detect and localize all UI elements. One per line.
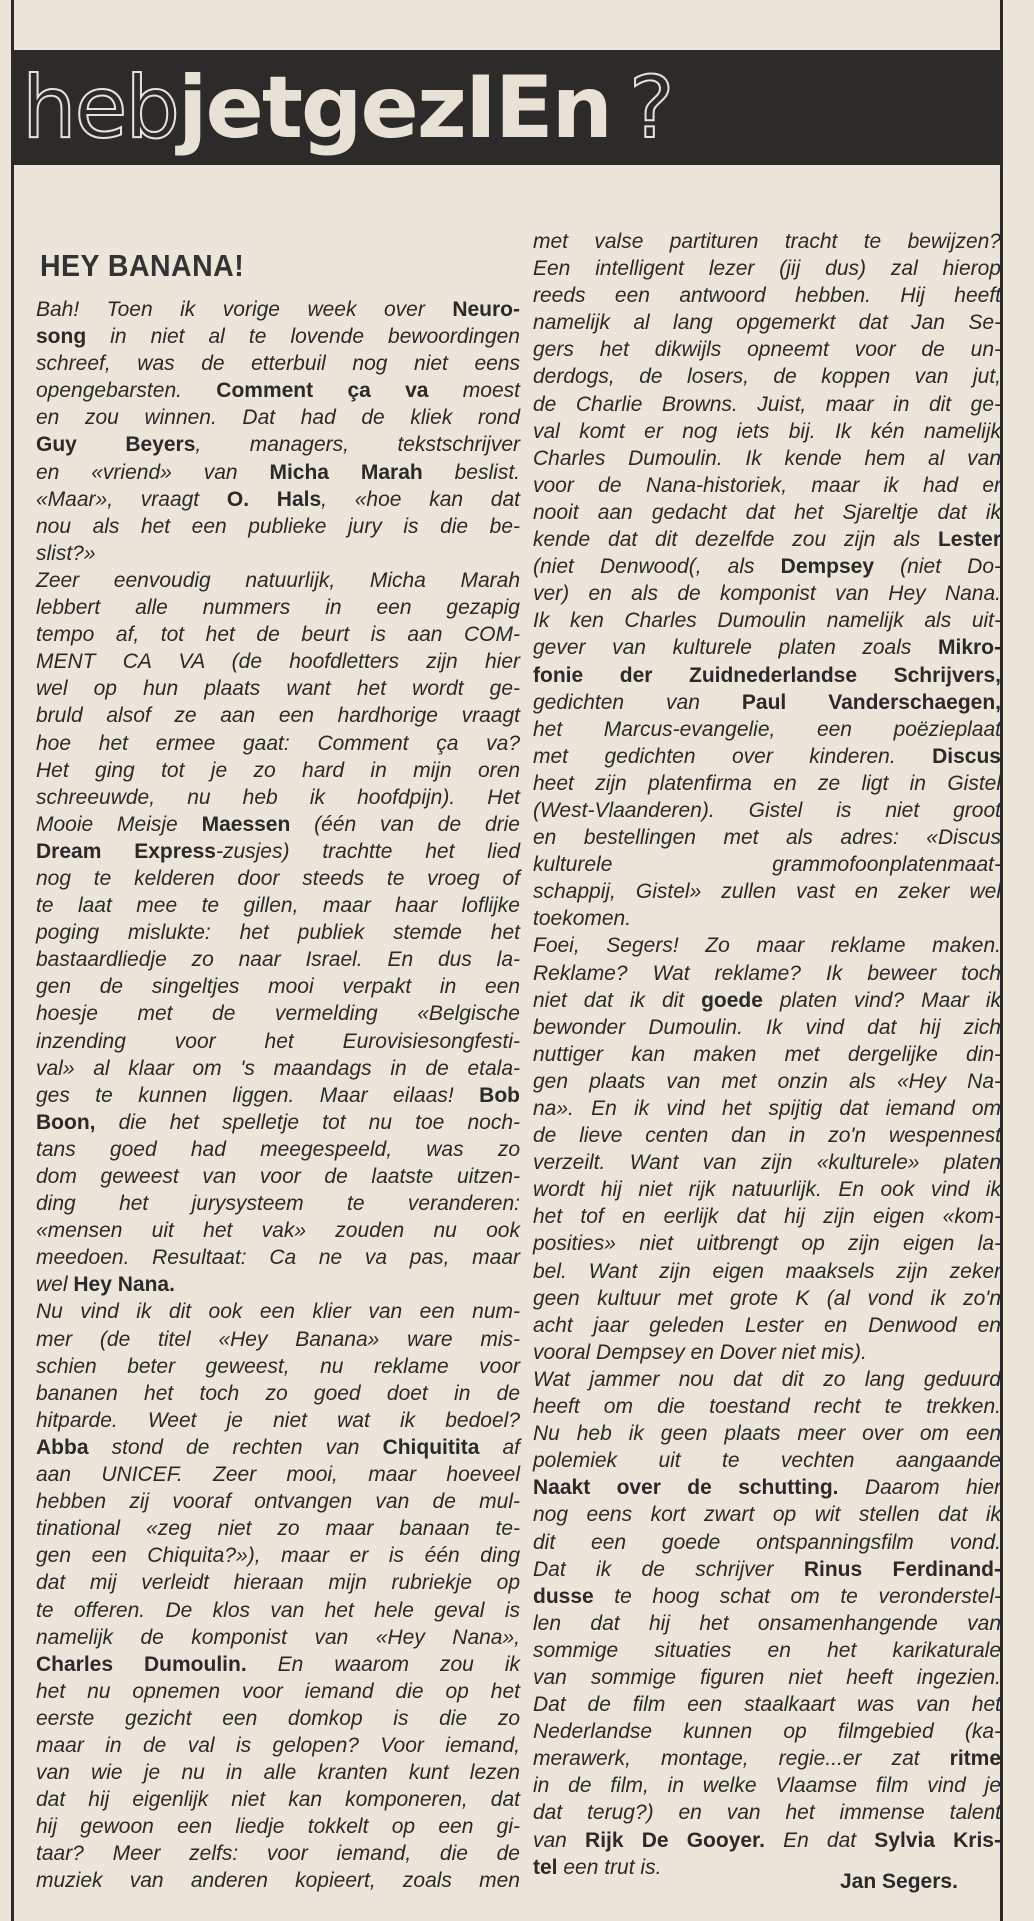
text-run: Reklame? Wat reklame? Ik beweer toch: [533, 961, 1001, 985]
text-run: polemiek uit te vechten aangaande: [533, 1449, 1001, 1473]
text-run: kende dat dit dezelfde zou zijn als: [533, 528, 938, 552]
text-line: [533, 282, 1001, 309]
text-line: [533, 634, 1001, 661]
text-line: [36, 702, 520, 729]
text-run: en bestellingen met als adres: «Discus: [533, 826, 1001, 850]
article-title: HEY BANANA!: [40, 248, 245, 283]
text-line: [533, 1014, 1001, 1041]
text-run: wordt hij niet rijk natuurlijk. En ook vind ik: [533, 1178, 1001, 1202]
text-run: nooit aan gedacht dat het Sjareltje dat ik: [533, 500, 1001, 524]
text-run: en «vriend» van: [36, 460, 270, 484]
text-line: [533, 716, 1001, 743]
text-line: [533, 1122, 1001, 1149]
text-line: [533, 607, 1001, 634]
bold-name: Charles Dumoulin.: [36, 1652, 247, 1676]
text-line: [533, 228, 1001, 255]
text-line: [36, 1190, 520, 1217]
text-run: de lieve centen dan in zo'n wespennest: [533, 1124, 1001, 1148]
text-run: geen kultuur met grote K (al vond ik zo'n: [533, 1286, 1001, 1310]
text-run: (niet Do-: [874, 555, 1001, 579]
frame-border-left: [11, 0, 14, 1921]
text-line: [533, 580, 1001, 607]
bold-name: Dream Express: [36, 839, 216, 863]
text-run: opengebarsten.: [36, 379, 217, 403]
text-run: eerste gezicht een domkop is die zo: [36, 1706, 520, 1730]
text-run: len dat hij het onsamenhangende van: [533, 1611, 1001, 1635]
text-line: [533, 905, 1001, 932]
text-line: [36, 1461, 520, 1488]
text-run: ges te kunnen liggen. Maar eilaas!: [36, 1083, 480, 1107]
text-run: En dat: [764, 1828, 875, 1852]
text-run: dat terug?) en van het immense talent: [533, 1801, 1001, 1825]
text-line: [533, 526, 1001, 553]
text-line: [36, 1217, 520, 1244]
text-run: bananen het toch zo goed doet in de: [36, 1381, 520, 1405]
text-run: «mensen uit het vak» zouden nu ook: [36, 1219, 520, 1243]
text-run: de Charlie Browns. Juist, maar in dit ge-: [533, 392, 1001, 416]
text-run: nog eens kort zwart op wit stellen dat ik: [533, 1503, 1001, 1527]
bold-name: Lester: [937, 528, 1001, 552]
text-run: nou als het een publieke jury is die be-: [36, 514, 520, 538]
text-line: [36, 567, 520, 594]
text-line: [36, 1326, 520, 1353]
text-run: poging mislukte: het publiek stemde het: [36, 921, 520, 945]
text-line: [533, 1827, 1001, 1854]
text-line: [533, 336, 1001, 363]
text-run: acht jaar geleden Lester en Denwood en: [533, 1313, 1001, 1337]
text-line: [36, 1515, 520, 1542]
text-line: [533, 797, 1001, 824]
text-line: [36, 1109, 520, 1136]
text-line: [36, 1271, 520, 1298]
text-run: gen de singeltjes mooi verpakt in een: [36, 975, 520, 999]
text-line: [533, 1393, 1001, 1420]
bold-name: dusse: [533, 1584, 594, 1608]
text-line: [533, 1230, 1001, 1257]
text-line: [533, 770, 1001, 797]
text-run: mer (de titel «Hey Banana» ware mis-: [36, 1327, 520, 1351]
text-run: (één van de drie: [290, 812, 520, 836]
bold-name: Discus: [932, 744, 1001, 768]
text-run: Bah! Toen ik vorige week over: [36, 298, 453, 321]
text-line: [533, 1420, 1001, 1447]
text-line: [36, 784, 520, 811]
text-run: slist?»: [36, 541, 96, 565]
text-line: [36, 973, 520, 1000]
text-run: stond de rechten van: [88, 1435, 383, 1459]
text-run: Ik ken Charles Dumoulin namelijk als uit-: [533, 609, 1001, 633]
text-run: ding het jurysysteem te veranderen:: [36, 1192, 520, 1216]
text-run: Dat de film een staalkaart was van het: [533, 1693, 1001, 1717]
text-line: [36, 865, 520, 892]
text-line: [36, 1867, 520, 1894]
text-run: nog te kelderen door steeds te vroeg of: [36, 866, 520, 890]
text-run: met valse partituren tracht te bewijzen?: [533, 230, 1001, 253]
text-run: het Marcus-evangelie, een poëzieplaat: [533, 717, 1001, 741]
text-run: Zeer eenvoudig natuurlijk, Micha Marah: [36, 568, 520, 592]
text-line: [36, 1840, 520, 1867]
text-line: [36, 1813, 520, 1840]
text-run: dom geweest van voor de laatste uitzen-: [36, 1165, 520, 1188]
text-run: bel. Want zijn eigen maaksels zijn zeker: [533, 1259, 1001, 1283]
text-run: Daarom hier: [838, 1476, 1001, 1500]
text-run: van wie je nu in alle kranten kunt lezen: [36, 1761, 520, 1785]
text-line: [36, 323, 520, 350]
text-run: , managers, tekstschrijver: [195, 433, 520, 457]
text-line: [36, 1407, 520, 1434]
text-run: niet dat ik dit: [533, 988, 702, 1012]
text-line: [533, 851, 1001, 878]
text-run: tinational «zeg niet zo maar banaan te-: [36, 1517, 520, 1541]
text-run: Dat ik de schrijver: [533, 1557, 804, 1581]
text-line: [533, 472, 1001, 499]
bold-name: Boon,: [36, 1110, 96, 1134]
text-run: die het spelletje tot nu toe noch-: [95, 1110, 520, 1134]
text-line: [36, 730, 520, 757]
text-line: [36, 675, 520, 702]
text-line: [36, 1000, 520, 1027]
text-run: heet zijn platenfirma en ze ligt in Gistel: [533, 771, 1001, 795]
text-run: het nu opnemen voor iemand die op het: [36, 1679, 520, 1703]
text-run: schreeuwde, nu heb ik hoofdpijn). Het: [36, 785, 520, 809]
text-line: [36, 1732, 520, 1759]
text-line: [533, 960, 1001, 987]
text-line: [533, 255, 1001, 282]
text-run: maar in de val is gelopen? Voor iemand,: [36, 1733, 520, 1757]
text-line: [36, 404, 520, 431]
text-run: sommige situaties en het karikaturale: [533, 1638, 1001, 1662]
text-run: Charles Dumoulin. Ik kende hem al van: [533, 446, 1001, 470]
bold-name: goede: [701, 988, 763, 1012]
text-line: [533, 1637, 1001, 1664]
text-line: [533, 1447, 1001, 1474]
text-line: [36, 1055, 520, 1082]
text-line: [533, 932, 1001, 959]
text-run: merawerk, montage, regie...er zat: [533, 1747, 950, 1771]
text-line: [36, 621, 520, 648]
bold-name: Mikro-: [938, 636, 1001, 660]
bold-name: Rinus Ferdinand-: [803, 1557, 1001, 1581]
bold-name: Guy Beyers: [36, 433, 196, 457]
text-run: met gedichten over kinderen.: [533, 744, 933, 768]
bold-name: Maessen: [201, 812, 291, 836]
text-line: [36, 459, 520, 486]
text-run: beslist.: [422, 460, 520, 484]
text-run: toekomen.: [533, 907, 632, 931]
bold-name: Paul Vanderschaegen,: [741, 690, 1001, 714]
text-line: [533, 1556, 1001, 1583]
text-run: derdogs, de losers, de koppen van jut,: [533, 365, 1001, 389]
text-run: moest: [428, 379, 520, 403]
text-run: dat mij verleidt hieraan mijn rubriekje op: [36, 1571, 520, 1595]
text-run: gedichten van: [533, 690, 742, 714]
text-line: [533, 1149, 1001, 1176]
logo-outline-text: heb: [22, 58, 179, 158]
text-line: [533, 1474, 1001, 1501]
text-line: [36, 648, 520, 675]
article-column-left: [36, 296, 520, 1895]
text-line: [533, 1718, 1001, 1745]
text-run: Een intelligent lezer (jij dus) zal hierop: [533, 257, 1001, 281]
text-run: namelijk al lang opgemerkt dat Jan Se-: [533, 311, 1001, 335]
text-line: [36, 1298, 520, 1325]
bold-name: song: [36, 325, 87, 349]
text-run: in niet al te lovende bewoordingen: [86, 325, 520, 349]
text-run: schreef, was de etterbuil nog niet eens: [36, 352, 520, 376]
text-run: te laat mee te gillen, maar haar loflijke: [36, 894, 520, 918]
text-run: schien beter geweest, nu reklame voor: [36, 1354, 520, 1378]
text-run: tempo af, tot het de beurt is aan COM-: [36, 623, 520, 647]
text-line: [533, 1529, 1001, 1556]
text-line: [36, 1759, 520, 1786]
text-run: wel: [36, 1273, 74, 1297]
text-run: namelijk de komponist van «Hey Nana»,: [36, 1625, 520, 1649]
text-run: gever van kulturele platen zoals: [533, 636, 938, 660]
text-line: [36, 1136, 520, 1163]
text-line: [533, 499, 1001, 526]
logo-question-mark: ?: [628, 58, 673, 158]
text-run: muziek van anderen kopieert, zoals men: [36, 1869, 520, 1893]
text-line: [533, 1203, 1001, 1230]
text-run: gen plaats van met onzin als «Hey Na-: [533, 1069, 1001, 1093]
text-run: Foei, Segers! Zo maar reklame maken.: [533, 934, 1001, 958]
column-logo: [22, 48, 673, 168]
text-line: [36, 919, 520, 946]
text-run: verzeilt. Want van zijn «kulturele» platen: [533, 1151, 1001, 1175]
text-line: [533, 1068, 1001, 1095]
text-run: Het ging tot je zo hard in mijn oren: [36, 758, 520, 782]
text-run: vooral Dempsey en Dover niet mis).: [533, 1340, 867, 1364]
text-line: [533, 363, 1001, 390]
text-line: [533, 1041, 1001, 1068]
text-run: lebbert alle nummers in een gezapig: [36, 596, 520, 620]
text-run: af: [479, 1435, 520, 1459]
text-line: [533, 743, 1001, 770]
text-run: hoesje met de vermelding «Belgische: [36, 1002, 520, 1026]
text-line: [36, 1488, 520, 1515]
text-run: val» al klaar om 's maandags in de etala-: [36, 1056, 520, 1080]
text-line: [533, 1095, 1001, 1122]
text-line: [36, 1082, 520, 1109]
text-run: kulturele grammofoonplatenmaat-: [533, 853, 1001, 877]
text-run: Mooie Meisje: [36, 812, 202, 836]
text-run: van: [533, 1828, 586, 1852]
text-run: aan UNICEF. Zeer mooi, maar hoeveel: [36, 1463, 520, 1487]
text-line: [533, 662, 1001, 689]
text-run: reeds een antwoord hebben. Hij heeft: [533, 284, 1001, 308]
text-line: [36, 1597, 520, 1624]
bold-name: Sylvia Kris-: [874, 1828, 1001, 1852]
text-run: bastaardliedje zo naar Israel. En dus la-: [36, 948, 520, 972]
text-run: posities» niet uitbrengt op zijn eigen la-: [533, 1232, 1001, 1256]
text-run: wel op hun plaats want het wordt ge-: [36, 677, 520, 701]
text-line: [36, 1434, 520, 1461]
text-line: [533, 689, 1001, 716]
text-line: [533, 1501, 1001, 1528]
text-line: [36, 946, 520, 973]
text-run: het tof en eerlijk dat hij zijn eigen «kom-: [533, 1205, 1001, 1229]
text-line: [533, 878, 1001, 905]
bold-name: Micha Marah: [269, 460, 423, 484]
bold-name: Rijk De Gooyer.: [585, 1828, 765, 1852]
text-line: [533, 1664, 1001, 1691]
text-run: -zusjes) trachtte het lied: [215, 839, 520, 863]
text-run: En waarom zou ik: [246, 1652, 520, 1676]
bold-name: Chiquitita: [382, 1435, 480, 1459]
text-run: schappij, Gistel» zullen vast en zeker wel: [533, 880, 1001, 904]
text-run: , «hoe kan dat: [321, 487, 520, 511]
text-line: [36, 1380, 520, 1407]
text-run: val komt er nog iets bij. Ik kén namelijk: [533, 419, 1001, 443]
text-run: (niet Denwood(, als: [533, 555, 781, 579]
text-line: [533, 1610, 1001, 1637]
text-line: [36, 1786, 520, 1813]
text-run: MENT CA VA (de hoofdletters zijn hier: [36, 650, 520, 674]
text-run: hij gewoon een liedje tokkelt op een gi-: [36, 1815, 520, 1839]
text-line: [533, 391, 1001, 418]
text-run: in de film, in welke Vlaamse film vind je: [533, 1774, 1001, 1798]
bold-name: tel: [533, 1855, 558, 1879]
text-run: Nederlandse kunnen op filmgebied (ka-: [533, 1720, 1001, 1744]
text-line: [36, 1569, 520, 1596]
text-run: (West-Vlaanderen). Gistel is niet groot: [533, 798, 1001, 822]
text-line: [36, 1028, 520, 1055]
text-run: na». En ik vind het spijtig dat iemand om: [533, 1097, 1001, 1120]
text-run: dit een goede ontspanningsfilm vond.: [533, 1530, 1001, 1554]
text-line: [36, 296, 520, 323]
text-line: [533, 1691, 1001, 1718]
text-line: [36, 1542, 520, 1569]
text-line: [533, 1176, 1001, 1203]
text-run: heeft om die toestand recht te trekken.: [533, 1395, 1001, 1419]
text-line: [36, 377, 520, 404]
bold-name: Dempsey: [780, 555, 875, 579]
text-line: [36, 1353, 520, 1380]
article-column-right: [533, 228, 1001, 1881]
text-line: [36, 1163, 520, 1190]
text-run: hebben zij vooraf ontvangen van de mul-: [36, 1490, 520, 1514]
bold-name: Hey Nana.: [73, 1273, 175, 1297]
text-line: [36, 838, 520, 865]
text-line: [36, 1678, 520, 1705]
text-run: te offeren. De klos van het hele geval is: [36, 1598, 520, 1622]
text-line: [36, 350, 520, 377]
text-line: [533, 1366, 1001, 1393]
text-line: [533, 824, 1001, 851]
text-line: [533, 418, 1001, 445]
text-run: «Maar», vraagt: [36, 487, 227, 511]
text-line: [36, 1705, 520, 1732]
text-line: [533, 1772, 1001, 1799]
bold-name: O. Hals: [226, 487, 322, 511]
text-run: Wat jammer nou dat dit zo lang geduurd: [533, 1367, 1001, 1391]
text-run: tans goed had meegespeeld, was zo: [36, 1137, 520, 1161]
text-line: [533, 1312, 1001, 1339]
text-run: ver) en als de komponist van Hey Nana.: [533, 582, 1001, 606]
text-run: nuttiger kan maken met dergelijke din-: [533, 1042, 1001, 1066]
text-line: [533, 1258, 1001, 1285]
text-line: [36, 811, 520, 838]
bold-name: Neuro-: [452, 298, 520, 321]
text-run: taar? Meer zelfs: voor iemand, die de: [36, 1842, 520, 1866]
text-line: [36, 431, 520, 458]
text-line: [36, 486, 520, 513]
text-run: Nu vind ik dit ook een klier van een num-: [36, 1300, 520, 1324]
text-run: Nu heb ik geen plaats meer over om een: [533, 1422, 1001, 1446]
text-run: een trut is.: [557, 1855, 662, 1879]
text-line: [533, 309, 1001, 336]
text-line: [533, 987, 1001, 1014]
text-line: [36, 513, 520, 540]
text-line: [36, 594, 520, 621]
bold-name: Bob: [479, 1083, 520, 1107]
text-run: gen een Chiquita?»), maar er is één ding: [36, 1544, 520, 1568]
text-line: [533, 553, 1001, 580]
text-line: [533, 1745, 1001, 1772]
logo-solid-text: jetgezIEn: [178, 58, 611, 158]
text-run: en zou winnen. Dat had de kliek rond: [36, 406, 520, 430]
bold-name: Naakt over de schutting.: [533, 1476, 839, 1500]
bold-name: Abba: [36, 1435, 89, 1459]
text-run: van sommige figuren niet heeft ingezien.: [533, 1665, 1001, 1689]
text-run: platen vind? Maar ik: [762, 988, 1001, 1012]
text-line: [533, 1799, 1001, 1826]
text-line: [533, 1339, 1001, 1366]
text-line: [533, 445, 1001, 472]
text-line: [36, 757, 520, 784]
text-run: dat hij eigenlijk niet kan komponeren, dat: [36, 1788, 520, 1812]
text-run: hitparde. Weet je niet wat ik bedoel?: [36, 1408, 520, 1432]
text-line: [533, 1285, 1001, 1312]
text-run: voor de Nana-historiek, maar ik had er: [533, 473, 1001, 497]
text-line: [36, 1651, 520, 1678]
text-line: [533, 1583, 1001, 1610]
text-line: [36, 892, 520, 919]
text-line: [36, 1624, 520, 1651]
text-line: [36, 1244, 520, 1271]
bold-name: Comment ça va: [216, 379, 429, 403]
text-run: gers het dikwijls opneemt voor de un-: [533, 338, 1001, 362]
text-run: bruld alsof ze aan een hardhorige vraagt: [36, 704, 520, 728]
bold-name: fonie der Zuidnederlandse Schrijvers,: [533, 663, 1001, 687]
author-signature: Jan Segers.: [840, 1870, 958, 1893]
text-run: inzending voor het Eurovisiesongfesti-: [36, 1029, 520, 1053]
bold-name: ritme: [949, 1747, 1001, 1771]
text-run: te hoog schat om te veronderstel-: [593, 1584, 1001, 1608]
text-line: [36, 540, 520, 567]
text-run: hoe het ermee gaat: Comment ça va?: [36, 731, 520, 755]
text-run: bewonder Dumoulin. Ik vind dat hij zich: [533, 1015, 1001, 1039]
text-run: meedoen. Resultaat: Ca ne va pas, maar: [36, 1246, 520, 1270]
